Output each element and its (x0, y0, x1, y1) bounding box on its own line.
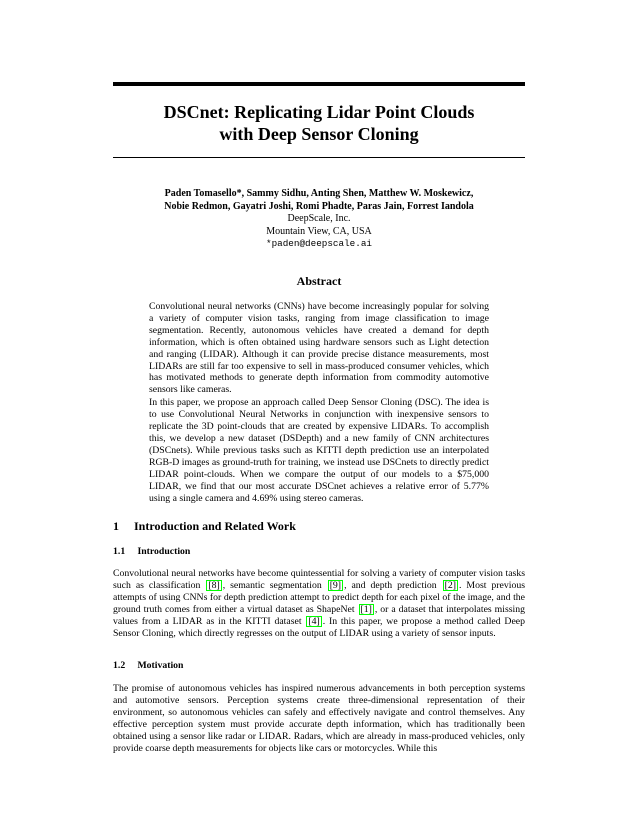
abstract-body (149, 301, 489, 505)
intro-text-6: . In this paper, we propose a method called Deep Sensor Cloning, which directly regresses on the output of LIDAR using a variety of sensor inputs. (113, 615, 525, 639)
abstract-heading: Abstract (296, 274, 342, 288)
authors-line-1: Paden Tomasello*, Sammy Sidhu, Anting Shen, Matthew W. Moskewicz, (164, 188, 474, 199)
abstract-paragraph-1: Convolutional neural networks (CNNs) have become increasingly popular for solving a variety of computer vision tasks, ranging from image classification to image segmentation. Recently, autonomous vehicles have created a demand for depth information, which is often obtained using hardware sensors such as Light detection and ranging (LIDAR). Although it can provide precise distance measurements, most LIDARs are still far too expensive to sell in mass-produced consumer vehicles, which has motivated methods to generate depth information from commodity automotive sensors like cameras. (149, 301, 489, 396)
subsection-heading (113, 660, 525, 672)
motivation-body (113, 683, 525, 754)
email: *paden@deepscale.ai (265, 238, 372, 250)
authors-line-2: Nobie Redmon, Gayatri Joshi, Romi Phadte, Paras Jain, Forrest Iandola (164, 200, 474, 212)
introduction-paragraph (113, 568, 525, 639)
title-bottom-rule (113, 157, 525, 158)
citation-link[interactable]: [4] (308, 615, 320, 627)
intro-text-2: , semantic segmentation (222, 579, 327, 591)
citation-link[interactable]: [8] (208, 579, 220, 591)
section-heading (113, 518, 525, 534)
subsection-title: Motivation (137, 660, 184, 671)
author-block (113, 188, 525, 251)
intro-text-4: . Most previous attempts of using CNNs for depth prediction attempt to predict depth for each pixel of the image, and the ground truth comes from either a virtual dataset as ShapeNet (113, 579, 525, 615)
section-title: Introduction and Related Work (134, 519, 296, 533)
subsection-heading (113, 546, 525, 558)
affiliation: DeepScale, Inc. (287, 213, 351, 225)
location: Mountain View, CA, USA (266, 225, 372, 237)
motivation-paragraph: The promise of autonomous vehicles has inspired numerous advancements in both perception systems and automotive sensors. Perception systems create three-dimensional representation of their environment, so autonomous vehicles can safely and effectively navigate and control themselves. Any effective perception system must provide accurate depth information, which has traditionally been obtained using a sensor like radar or LIDAR. Radars, which are already in mass-produced vehicles, only provide coarse depth measurements for objects like cars or motorcycles. While this (113, 683, 525, 754)
subsection-number: 1.1 (113, 546, 126, 557)
citation-link[interactable]: [2] (444, 579, 456, 591)
subsection-title: Introduction (137, 546, 191, 557)
abstract-paragraph-2: In this paper, we propose an approach called Deep Sensor Cloning (DSC). The idea is to use Convolutional Neural Networks in conjunction with inexpensive sensors to replicate the 3D point-clouds that are created by expensive LIDARs. To accomplish this, we develop a new dataset (DSDepth) and a new family of CNN architectures (DSCnets). While previous tasks such as KITTI depth prediction use an interpolated RGB-D images as ground-truth for training, we instead use DSCnets to directly predict LIDAR point-clouds. When we compare the output of our models to a $75,000 LIDAR, we find that our most accurate DSCnet achieves a relative error of 5.77% using a single camera and 4.69% using stereo cameras. (149, 397, 489, 504)
intro-text-1: Convolutional neural networks have become quintessential for solving a variety of computer vision tasks such as classification (113, 568, 525, 591)
subsection-number: 1.2 (113, 660, 126, 671)
section-number: 1 (113, 519, 119, 533)
intro-text-5: , or a dataset that interpolates missing values from a LIDAR as in the KITTI dataset (113, 603, 525, 627)
title-line-2: with Deep Sensor Cloning (219, 124, 419, 144)
citation-link[interactable]: [1] (360, 603, 372, 615)
title-top-rule (113, 82, 525, 86)
intro-text-3: , and depth prediction (344, 579, 442, 591)
paper-title (113, 101, 525, 145)
title-line-1: DSCnet: Replicating Lidar Point Clouds (163, 102, 475, 122)
citation-link[interactable]: [9] (329, 579, 342, 591)
introduction-body (113, 568, 525, 639)
